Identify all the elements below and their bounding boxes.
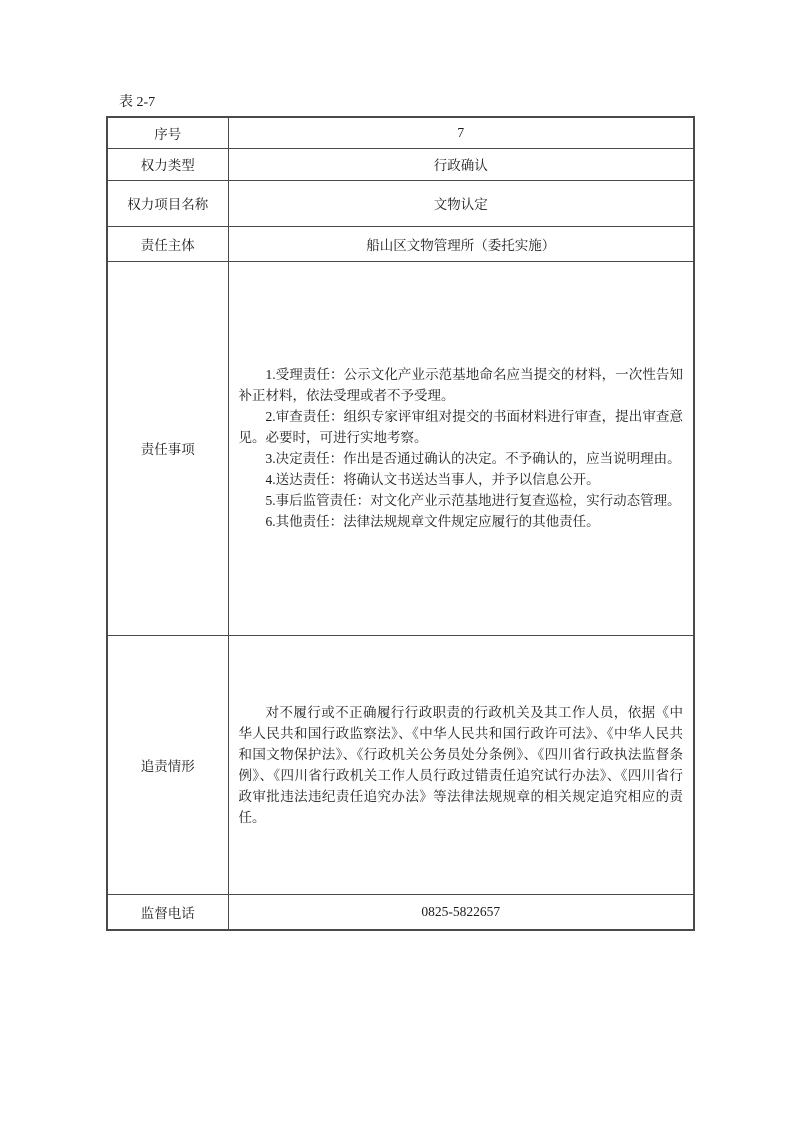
table-row-accountability-situations (107, 635, 694, 894)
responsibility-item: 2.审查责任：组织专家评审组对提交的书面材料进行审查，提出审查意见。必要时，可进行实地考察。 (238, 409, 683, 445)
row-value (228, 261, 694, 635)
table-row-supervision-phone (107, 894, 694, 930)
row-label: 权力类型 (107, 148, 228, 180)
responsibility-item: 3.决定责任：作出是否通过确认的决定。不予确认的，应当说明理由。 (265, 451, 681, 466)
row-value: 7 (228, 117, 694, 148)
row-value: 行政确认 (228, 148, 694, 180)
table-row-power-item-name (107, 180, 694, 226)
row-label: 序号 (107, 117, 228, 148)
table-row-power-type (107, 148, 694, 180)
row-value: 船山区文物管理所（委托实施） (228, 226, 694, 261)
row-label: 责任主体 (107, 226, 228, 261)
responsibility-item: 1.受理责任：公示文化产业示范基地命名应当提交的材料，一次性告知补正材料，依法受理或者不予受理。 (238, 367, 683, 403)
row-value: 文物认定 (228, 180, 694, 226)
accountability-paragraph: 对不履行或不正确履行行政职责的行政机关及其工作人员，依据《中华人民共和国行政监察法》、《中华人民共和国行政许可法》、《中华人民共和国文物保护法》、《行政机关公务员处分条例》、《四川省行政执法监督条例》、《四川省行政机关工作人员行政过错责任追究试行办法》、《四川省行政审批违法违纪责任追究办法》等法律法规规章的相关规定追究相应的责任。 (238, 704, 683, 825)
row-value: 0825-5822657 (228, 894, 694, 930)
table-row-responsibility-items (107, 261, 694, 635)
row-value (228, 635, 694, 894)
row-label: 追责情形 (107, 635, 228, 894)
row-label: 责任事项 (107, 261, 228, 635)
responsibility-item: 5.事后监管责任：对文化产业示范基地进行复查巡检，实行动态管理。 (265, 493, 681, 508)
table-caption: 表 2-7 (119, 95, 156, 110)
table-row-responsible-entity (107, 226, 694, 261)
responsibility-item: 6.其他责任：法律法规规章文件规定应履行的其他责任。 (265, 514, 600, 529)
power-item-table (106, 116, 695, 931)
responsibility-item: 4.送达责任：将确认文书送达当事人，并予以信息公开。 (265, 472, 600, 487)
row-label: 监督电话 (107, 894, 228, 930)
row-label: 权力项目名称 (107, 180, 228, 226)
table-row-serial-number (107, 117, 694, 148)
